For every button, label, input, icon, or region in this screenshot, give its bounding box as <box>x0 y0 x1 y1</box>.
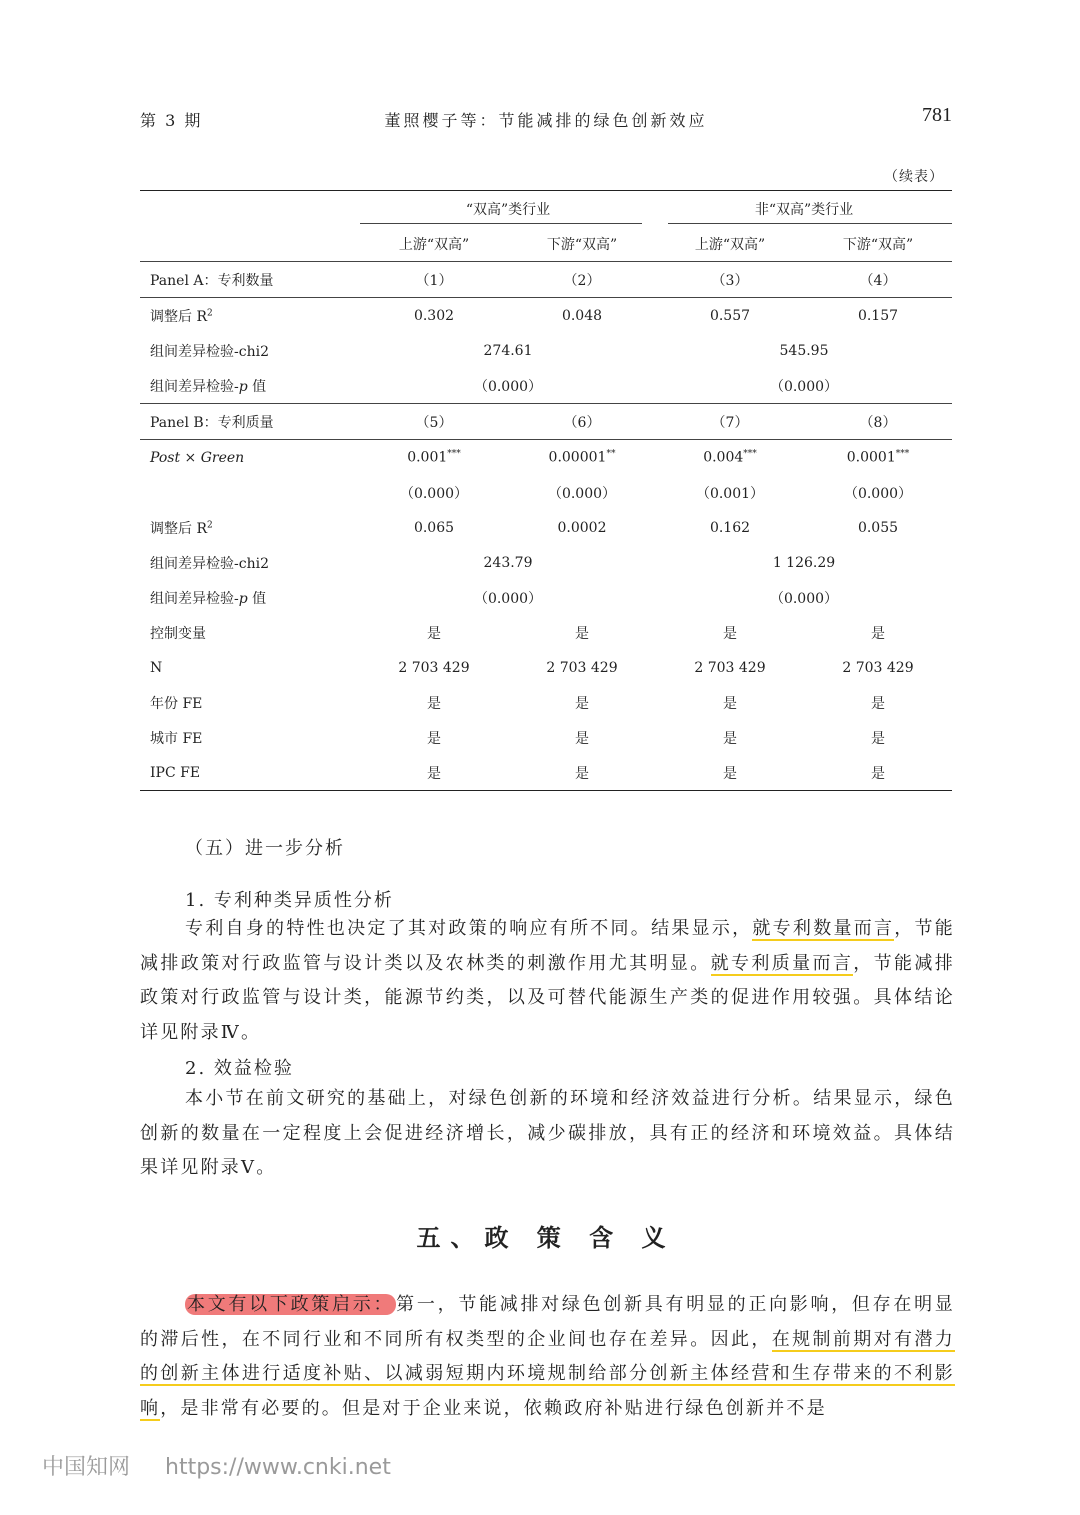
table-cell: 是 <box>360 755 508 791</box>
row-label: 组间差异检验-chi2 <box>150 555 269 572</box>
table-cell: 是 <box>575 625 589 642</box>
sub-header: 下游“双高” <box>546 236 618 253</box>
body-paragraph: 专利自身的特性也决定了其对政策的响应有所不同。结果显示，就专利数量而言，节能减排政策对行政监管与设计类以及农林类的刺激作用尤其明显。就专利质量而言，节能减排政策对行政监管与设计类，能源节约类，以及可替代能源生产类的促进作用较强。具体结论详见附录Ⅳ。 <box>140 918 955 1043</box>
row-label: 控制变量 <box>150 625 206 642</box>
table-cell: 1 126.29 <box>772 554 836 571</box>
table-cell: 是 <box>723 625 737 642</box>
column-number: （2） <box>508 262 656 298</box>
table-cell: 2 703 429 <box>694 659 766 676</box>
panel-b-label: Panel B：专利质量 <box>140 404 360 440</box>
table-row <box>140 298 952 334</box>
row-label: 组间差异检验-chi2 <box>150 343 269 360</box>
table-cell: 是 <box>427 625 441 642</box>
table-cell: （0.001） <box>695 485 765 502</box>
group-header: “双高”类行业 <box>360 191 656 227</box>
table-cell: 0.004*** <box>656 440 804 476</box>
table-cell: （0.000） <box>769 590 839 607</box>
underline-annotation: 在规制前期对有潜力的创新主体进行适度补贴、以减弱短期内环境规制给部分创新主体经营和生存带来的不利影响 <box>140 1328 955 1419</box>
table-cell: 是 <box>508 755 656 791</box>
body-paragraph: 本小节在前文研究的基础上，对绿色创新的环境和经济效益进行分析。结果显示，绿色创新的数量在一定程度上会促进经济增长，减少碳排放，具有正的经济和环境效益。具体结果详见附录Ⅴ。 <box>140 1088 955 1178</box>
table-cell: 0.048 <box>508 298 656 334</box>
table-row <box>140 368 952 404</box>
watermark-footer <box>42 1450 419 1481</box>
row-label: IPC FE <box>140 755 360 791</box>
table-cell: 0.001*** <box>360 440 508 476</box>
table-cell: 2 703 429 <box>842 659 914 676</box>
row-label: 调整后 $R^2$ <box>140 298 360 334</box>
table-cell: 0.00001** <box>508 440 656 476</box>
sub-header: 下游“双高” <box>842 236 914 253</box>
table-cell: （0.000） <box>473 378 543 395</box>
table-cell: 545.95 <box>779 342 829 359</box>
table-cell: 0.055 <box>857 519 899 536</box>
table-row <box>140 545 952 580</box>
sub-header: 上游“双高” <box>398 236 470 253</box>
table-cell: （0.000） <box>473 590 543 607</box>
table-cell: 0.302 <box>360 298 508 334</box>
table-cell: 0.0001*** <box>804 440 952 476</box>
panel-b-header-row <box>140 404 952 440</box>
group-header-row <box>140 191 952 227</box>
column-number: （3） <box>656 262 804 298</box>
cnki-url: https://www.cnki.net <box>165 1455 391 1480</box>
running-header <box>140 104 952 132</box>
table-cell: 是 <box>804 755 952 791</box>
row-label: Post × Green <box>140 440 360 476</box>
continued-label: （续表） <box>884 169 944 185</box>
table-cell: （0.000） <box>547 485 617 502</box>
table-cell: 是 <box>723 730 737 747</box>
column-number: （6） <box>508 404 656 440</box>
cnki-brand: 中国知网 <box>42 1455 131 1480</box>
subsection-heading: 2. 效益检验 <box>185 1058 294 1079</box>
table-cell: 2 703 429 <box>398 659 470 676</box>
sub-header-row <box>140 226 952 262</box>
table-cell: 0.0002 <box>557 519 607 536</box>
table-cell: 是 <box>871 730 885 747</box>
table-cell: （0.000） <box>769 378 839 395</box>
table-row <box>140 650 952 685</box>
table-cell: 是 <box>871 695 885 712</box>
issue-number: 第 3 期 <box>140 111 203 130</box>
column-number: （5） <box>360 404 508 440</box>
table-cell: （0.000） <box>399 485 469 502</box>
table-row <box>140 580 952 615</box>
subsection-heading: 1. 专利种类异质性分析 <box>185 890 394 911</box>
table-cell: 243.79 <box>483 554 533 571</box>
group-header: 非“双高”类行业 <box>656 191 952 227</box>
row-label: 组间差异检验-p 值 <box>150 590 267 607</box>
panel-a-label: Panel A：专利数量 <box>140 262 360 298</box>
table-row <box>140 615 952 650</box>
underline-annotation: 就专利质量而言 <box>710 952 854 974</box>
table-cell: 2 703 429 <box>546 659 618 676</box>
column-number: （4） <box>804 262 952 298</box>
column-number: （1） <box>360 262 508 298</box>
page-number: 781 <box>922 104 952 126</box>
table-cell: （0.000） <box>843 485 913 502</box>
table-cell: 是 <box>575 730 589 747</box>
table-cell: 是 <box>871 625 885 642</box>
highlight-annotation: 本文有以下政策启示： <box>187 1294 395 1315</box>
row-label: 调整后 $R^2$ <box>150 519 213 537</box>
table-cell: 是 <box>656 755 804 791</box>
row-label: N <box>150 659 163 676</box>
table-cell: 是 <box>427 730 441 747</box>
row-label: 组间差异检验-p 值 <box>150 378 267 395</box>
table-cell: 是 <box>575 695 589 712</box>
table-cell: 是 <box>723 695 737 712</box>
table-row <box>140 720 952 755</box>
table-row <box>140 333 952 368</box>
underline-annotation: 就专利数量而言 <box>752 918 895 939</box>
sub-header: 上游“双高” <box>694 236 766 253</box>
table-cell: 是 <box>427 695 441 712</box>
row-label: 年份 FE <box>150 695 203 712</box>
table-row <box>140 510 952 545</box>
table-row <box>140 755 952 791</box>
table-row <box>140 440 952 476</box>
column-number: （7） <box>656 404 804 440</box>
table-row <box>140 475 952 510</box>
running-title: 董照樱子等：节能减排的绿色创新效应 <box>384 111 708 130</box>
panel-a-header-row <box>140 262 952 298</box>
table-cell: 0.557 <box>656 298 804 334</box>
table-cell: 0.157 <box>804 298 952 334</box>
column-number: （8） <box>804 404 952 440</box>
subsection-heading: （五）进一步分析 <box>185 838 345 859</box>
table-cell: 0.065 <box>413 519 455 536</box>
table-cell: 0.162 <box>709 519 751 536</box>
results-table <box>140 190 952 791</box>
table-cell: 274.61 <box>483 342 533 359</box>
section-title: 五、政 策 含 义 <box>416 1223 676 1252</box>
row-label: 城市 FE <box>150 730 203 747</box>
table-row <box>140 685 952 720</box>
body-paragraph: 本文有以下政策启示： 第一，节能减排对绿色创新具有明显的正向影响，但存在明显的滞后性，在不同行业和不同所有权类型的企业间也存在差异。因此，在规制前期对有潜力的创新主体进行适度补贴、以减弱短期内环境规制给部分创新主体经营和生存带来的不利影响，是非常有必要的。但是对于企业来说，依赖政府补贴进行绿色创新并不是 <box>140 1294 955 1419</box>
